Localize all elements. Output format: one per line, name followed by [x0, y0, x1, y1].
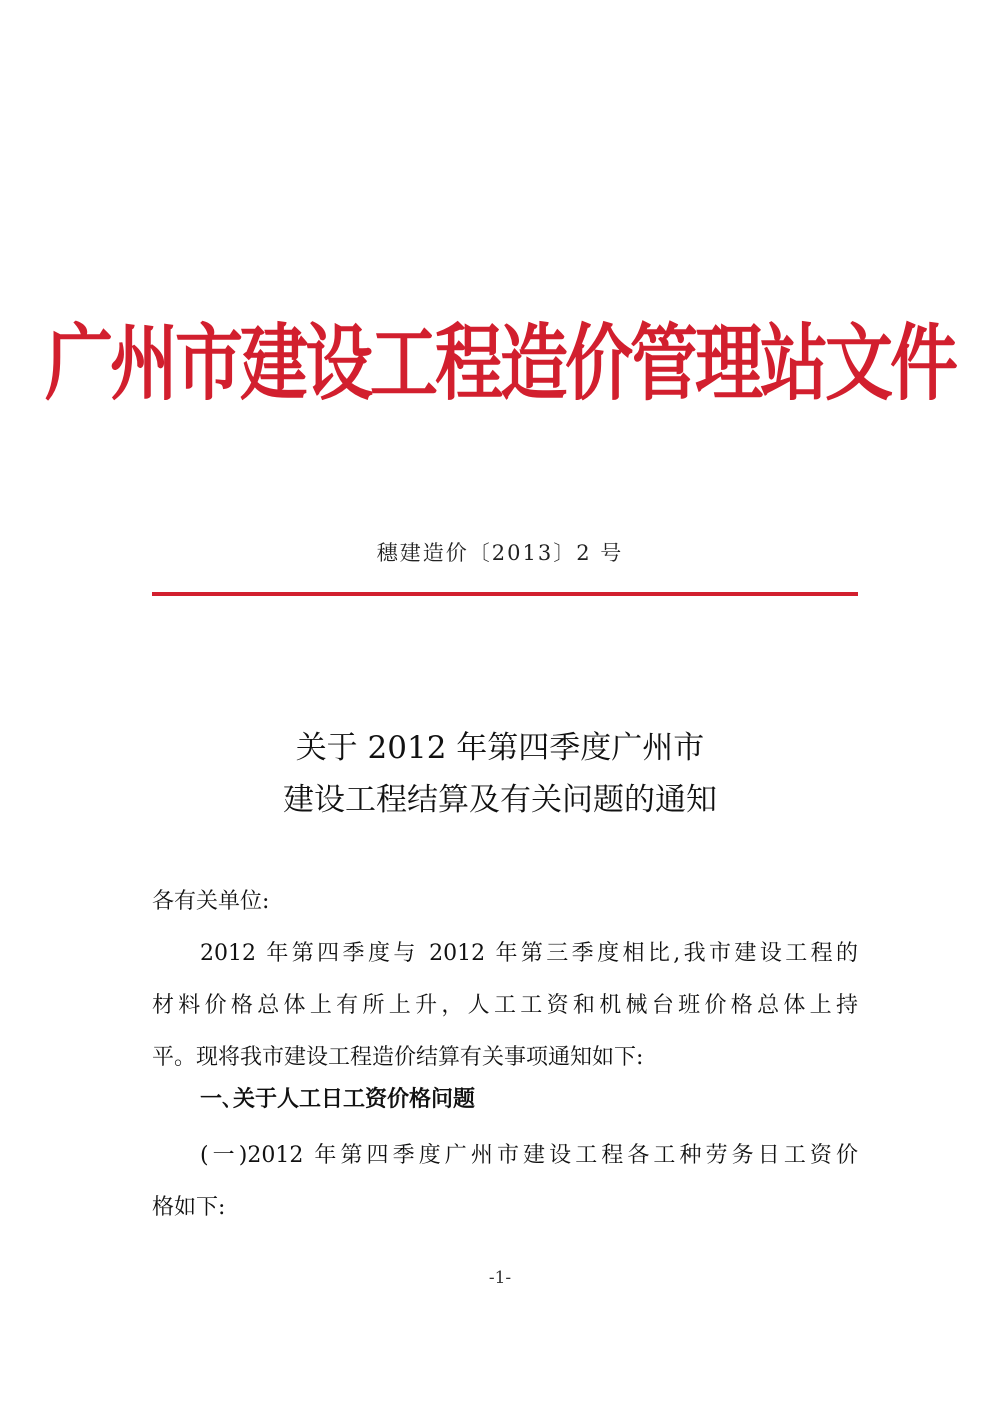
intro-paragraph [152, 928, 858, 1084]
subject-line-2: 建设工程结算及有关问题的通知 [283, 782, 717, 818]
item-line-1: (一)2012 年第四季度广州市建设工程各工种劳务日工资价 [200, 1143, 858, 1168]
salutation: 各有关单位: [152, 889, 270, 914]
intro-line-3: 平。现将我市建设工程造价结算有关事项通知如下: [152, 1045, 644, 1070]
red-divider-rule [152, 592, 858, 596]
intro-line-1: 2012 年第四季度与 2012 年第三季度相比,我市建设工程的 [200, 941, 858, 966]
item-paragraph [152, 1130, 858, 1234]
document-subject [0, 722, 1000, 826]
intro-line-2: 材料价格总体上有所上升，人工工资和机械台班价格总体上持 [152, 993, 858, 1018]
document-header-title: 广州市建设工程造价管理站文件 [44, 315, 955, 413]
section-heading: 一､关于人工日工资价格问题 [200, 1087, 476, 1112]
document-number: 穗建造价〔2013〕2 号 [376, 541, 624, 565]
item-line-2: 格如下: [152, 1195, 226, 1220]
subject-line-1: 关于 2012 年第四季度广州市 [295, 730, 705, 766]
page-number: -1- [488, 1268, 512, 1288]
